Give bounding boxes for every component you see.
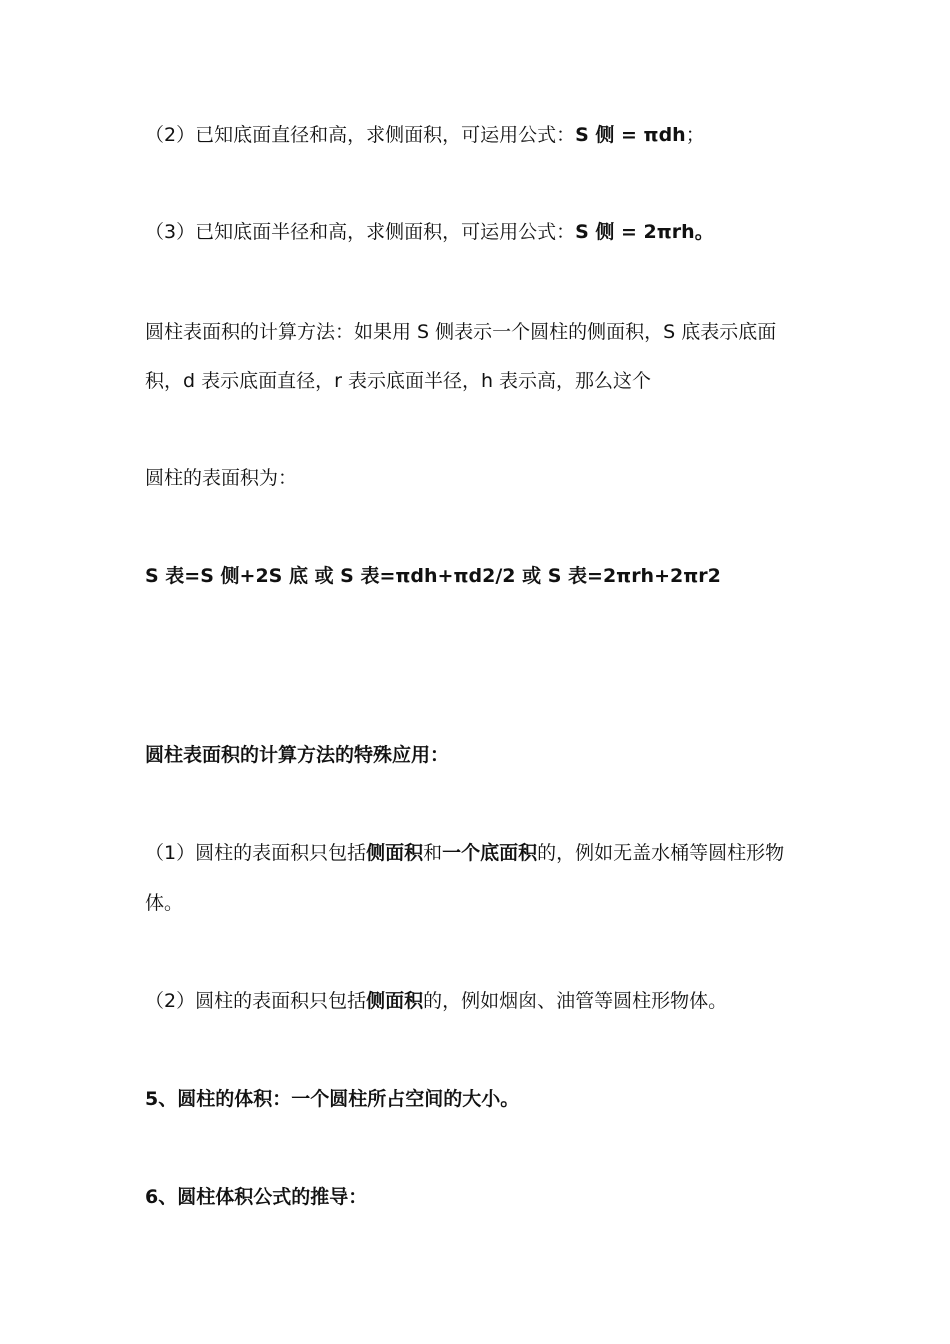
section-heading-volume — [145, 1087, 825, 1111]
text-segment: 的，例如烟囱、油管等圆柱形物体。 — [423, 990, 728, 1012]
text-segment: 圆柱的表面积为： — [145, 467, 298, 489]
text-segment: 积，d 表示底面直径，r 表示底面半径，h 表示高，那么这个 — [145, 370, 652, 392]
text-segment: （2）圆柱的表面积只包括 — [145, 990, 367, 1012]
text-segment: 圆柱表面积的计算方法：如果用 S 侧表示一个圆柱的侧面积，S 底表示底面 — [145, 321, 777, 343]
text-segment: 的，例如无盖水桶等圆柱形物 — [537, 842, 785, 864]
text-line-surface-method-1 — [145, 320, 825, 344]
text-segment: （3）已知底面半径和高，求侧面积，可运用公式： — [145, 221, 576, 243]
text-line-lateral-area-diameter — [145, 123, 825, 147]
section-heading-volume-derivation — [145, 1185, 825, 1209]
text-segment: （2）已知底面直径和高，求侧面积，可运用公式： — [145, 124, 576, 146]
text-segment: 6、圆柱体积公式的推导： — [145, 1186, 368, 1208]
text-line-special-case-1 — [145, 841, 825, 865]
formula-lateral-radius: S 侧 = 2πrh。 — [575, 221, 714, 243]
text-segment: S 表=S 侧+2S 底 或 S 表=πdh+πd2/2 或 S 表=2πrh+2πr2 — [145, 565, 721, 587]
text-segment: （1）圆柱的表面积只包括 — [145, 842, 367, 864]
section-heading-special-applications — [145, 743, 825, 767]
emphasis-one-base-area: 一个底面积 — [442, 842, 538, 864]
text-line-surface-method-2 — [145, 369, 825, 393]
text-segment: 和 — [423, 842, 443, 864]
text-line-surface-area-label — [145, 466, 825, 490]
text-segment: 5、圆柱的体积：一个圆柱所占空间的大小。 — [145, 1088, 520, 1110]
formula-lateral-diameter: S 侧 = πdh — [575, 124, 686, 146]
text-segment: ； — [685, 124, 705, 146]
text-line-special-case-1-cont — [145, 891, 825, 915]
text-segment: 圆柱表面积的计算方法的特殊应用： — [145, 744, 450, 766]
emphasis-lateral-area: 侧面积 — [366, 990, 424, 1012]
text-segment: 体。 — [145, 892, 184, 914]
text-line-lateral-area-radius — [145, 220, 825, 244]
formula-surface-area — [145, 564, 825, 588]
text-line-special-case-2 — [145, 989, 825, 1013]
emphasis-lateral-area: 侧面积 — [366, 842, 424, 864]
